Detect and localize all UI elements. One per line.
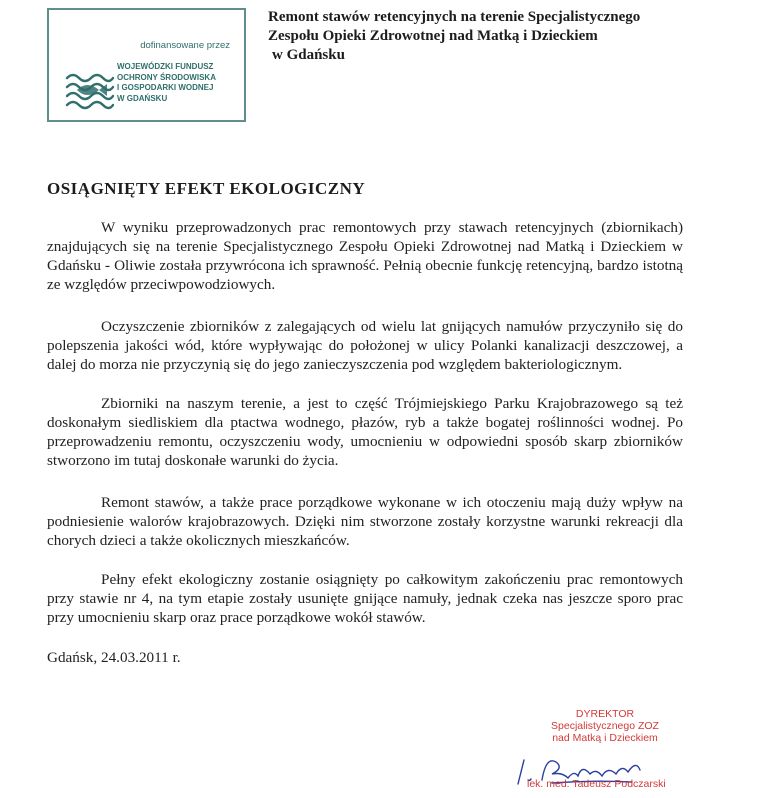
fund-name-line: W GDAŃSKU xyxy=(117,93,168,103)
stamp-line: nad Matką i Dzieckiem xyxy=(552,732,658,744)
fund-name-line: OCHRONY ŚRODOWISKA xyxy=(117,72,216,82)
paragraph: Oczyszczenie zbiorników z zalegających od wielu lat gnijących namułów przyczyniło się do polepszenia jakości wód, które wypływając do położonej w ulicy Polanki kanalizacji deszczowej, a dalej do morza nie przyczynią się do jego zanieczyszczenia pod względem bakteriologicznym. xyxy=(47,318,683,373)
project-title-line: Remont stawów retencyjnych na terenie Specjalistycznego xyxy=(268,9,641,25)
document-heading: OSIĄGNIĘTY EFEKT EKOLOGICZNY xyxy=(47,179,366,198)
fund-name-line: WOJEWÓDZKI FUNDUSZ xyxy=(117,62,214,71)
director-stamp xyxy=(505,708,705,744)
waves-fish-emblem-icon xyxy=(63,66,115,114)
stamp-signatory-name: lek. med. Tadeusz Podczarski xyxy=(527,778,666,790)
project-title-line: w Gdańsku xyxy=(272,47,345,63)
stamp-line: DYREKTOR xyxy=(575,708,635,720)
cofinanced-label: dofinansowane przez xyxy=(140,40,230,51)
paragraph: Remont stawów, a także prace porządkowe wykonane w ich otoczeniu mają duży wpływ na podniesienie walorów krajobrazowych. Dzięki nim stworzone zostały korzystne warunki rekreacji dla chorych dzieci a także okolicznych mieszkańców. xyxy=(47,494,683,549)
fund-name-line: I GOSPODARKI WODNEJ xyxy=(117,83,214,92)
fund-name xyxy=(117,62,216,104)
fund-logo xyxy=(47,8,246,122)
date-line: Gdańsk, 24.03.2011 r. xyxy=(47,649,181,666)
paragraph: Zbiorniki na naszym terenie, a jest to część Trójmiejskiego Parku Krajobrazowego są też doskonałym siedliskiem dla ptactwa wodnego, płazów, ryb a także bogatej roślinności wodnej. Po przeprowadzeniu remontu, oczyszczeniu wody, umocnieniu w odpowiedni sposób skarp zbiorników stworzono im tutaj doskonałe warunki do życia. xyxy=(47,395,683,469)
stamp-line: Specjalistycznego ZOZ xyxy=(551,720,659,732)
paragraph: Pełny efekt ekologiczny zostanie osiągnięty po całkowitym zakończeniu prac remontowych przy stawie nr 4, na tym etapie zostały usunięte gnijące namuły, jednak czeka nas jeszcze sporo prac przy umocnieniu skarp oraz prace porządkowe wokół stawów. xyxy=(47,571,683,626)
paragraph: W wyniku przeprowadzonych prac remontowych przy stawach retencyjnych (zbiornikach) znajdujących się na terenie Specjalistycznego Zespołu Opieki Zdrowotnej nad Matką i Dzieckiem w Gdańsku - Oliwie została przywrócona ich sprawność. Pełnią obecnie funkcję retencyjną, bardzo istotną ze względów przeciwpowodziowych. xyxy=(47,219,683,293)
project-title xyxy=(268,8,728,65)
project-title-line: Zespołu Opieki Zdrowotnej nad Matką i Dzieckiem xyxy=(268,28,598,44)
